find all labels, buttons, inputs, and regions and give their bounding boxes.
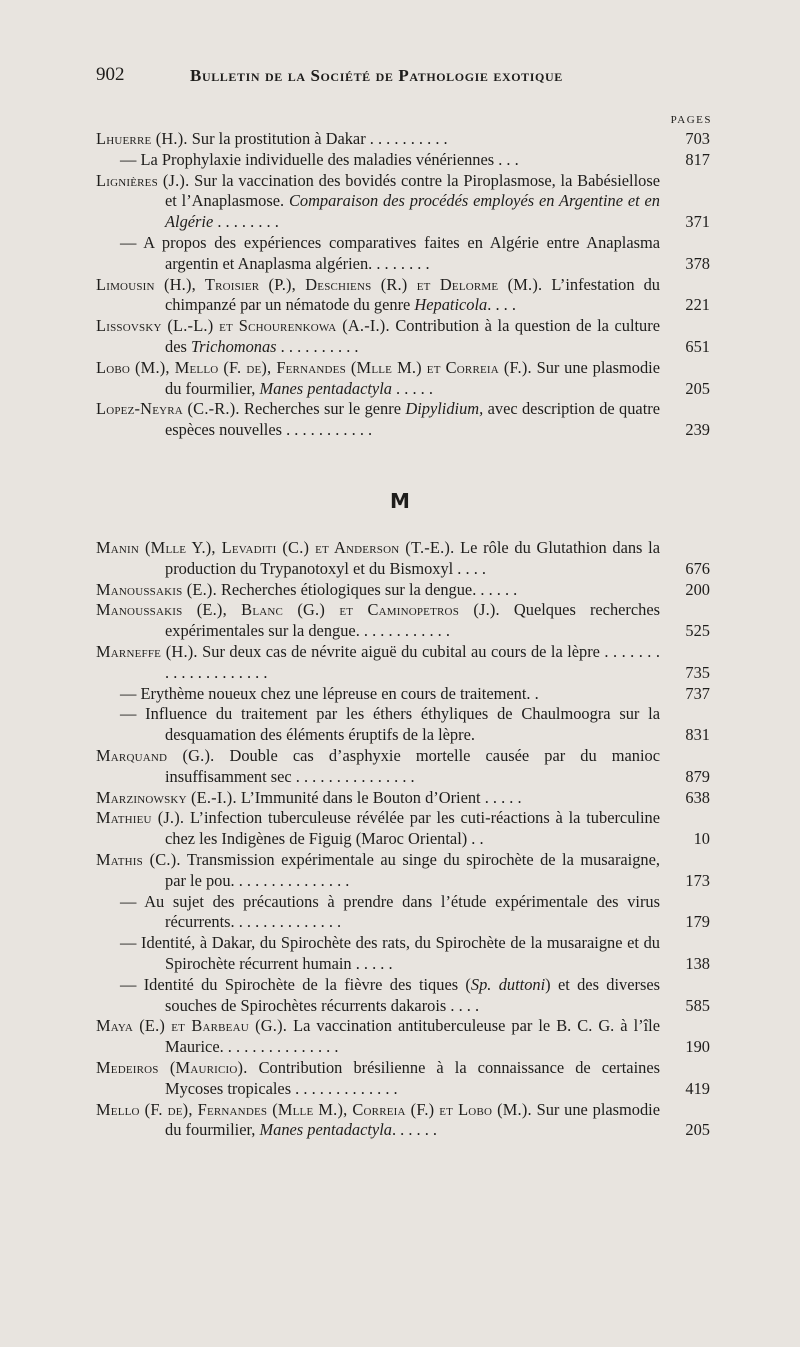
entry-page-number: 735 bbox=[685, 662, 710, 682]
entry-author: — bbox=[120, 891, 137, 911]
entry-author: Lignières (J.). bbox=[96, 170, 190, 190]
entry-author: — bbox=[120, 704, 137, 724]
entry-title: Identité du Spirochète de la fièvre des tiques ( bbox=[136, 974, 471, 994]
entry-title: Sur la vaccination des bovidés contre la Piroplasmose, la Babésiellose et l’Anaplasmose. bbox=[165, 170, 660, 211]
journal-title: Bulletin de la Société de Pathologie exotique bbox=[190, 66, 563, 85]
entry-author: Mello (F. de), Fernandes (Mlle M.), Correia (F.) et Lobo (M.). bbox=[96, 1099, 532, 1119]
entry-author: Manoussakis (E.), Blanc (G.) et Caminopetros (J.). bbox=[96, 600, 500, 620]
entry-title: Au sujet des précautions à prendre dans l’étude expérimentale des virus récurrents. . . . . . . . . . . . . . bbox=[136, 891, 660, 932]
entry-page-number: 205 bbox=[685, 1120, 710, 1140]
entry-page-number: 737 bbox=[685, 683, 710, 703]
section-letter: M bbox=[390, 489, 410, 513]
index-entry bbox=[96, 975, 710, 1017]
entry-page-number: 676 bbox=[685, 558, 710, 578]
entry-title: L’infection tuberculeuse révélée par les cuti-réactions à la tuberculine chez les Indigènes de Figuig (Maroc Oriental) . . bbox=[165, 808, 660, 849]
entry-title: Recherches étiologiques sur la dengue. . . . . . bbox=[216, 579, 518, 599]
entry-author: Manin (Mlle Y.), Levaditi (C.) et Anderson (T.-E.). bbox=[96, 538, 455, 557]
index-entry bbox=[96, 150, 710, 171]
entry-title: Sur une plasmodie du fourmilier, bbox=[165, 1099, 660, 1140]
entry-page-number: 831 bbox=[685, 725, 710, 745]
index-entry bbox=[96, 358, 710, 400]
entry-title: Sur la prostitution à Dakar . . . . . . . . . . bbox=[187, 129, 448, 148]
pages-column-label: PAGES bbox=[670, 114, 712, 126]
entry-page-number: 419 bbox=[685, 1078, 710, 1098]
index-entry bbox=[96, 933, 710, 975]
entry-author: Medeiros (Mauricio). bbox=[96, 1057, 248, 1077]
entry-author: Mathieu (J.). bbox=[96, 808, 185, 828]
index-entry bbox=[96, 580, 710, 601]
entry-page-number: 173 bbox=[685, 870, 710, 890]
index-entry bbox=[96, 1016, 710, 1058]
entry-page-number: 221 bbox=[685, 295, 710, 315]
entry-author: — bbox=[120, 232, 137, 252]
entry-title: Double cas d’asphyxie mortelle causée par du manioc insuffisamment sec . . . . . . . . . . . . . . . bbox=[165, 745, 660, 786]
entry-title-italic: Trichomonas bbox=[190, 336, 277, 356]
index-entry bbox=[96, 684, 710, 705]
entry-page-number: 239 bbox=[685, 420, 710, 440]
entry-title: La Prophylaxie individuelle des maladies vénériennes . . . bbox=[136, 149, 519, 169]
entry-author: — bbox=[120, 974, 137, 994]
entry-author: Manoussakis (E.). bbox=[96, 579, 217, 599]
entry-author: Lissovsky (L.-L.) et Schourenkowa (A.-I.). bbox=[96, 316, 390, 336]
entry-author: — bbox=[120, 683, 137, 703]
entry-title: Contribution à la question de la culture des bbox=[165, 316, 660, 356]
entry-author: Maya (E.) et Barbeau (G.). bbox=[96, 1016, 288, 1036]
entry-title: Influence du traitement par les éthers éthyliques de Chaulmoogra sur la desquamation des éléments éruptifs de la lèpre. bbox=[136, 704, 660, 745]
index-entry bbox=[96, 600, 710, 642]
entry-page-number: 817 bbox=[685, 149, 710, 169]
entry-page-number: 378 bbox=[685, 253, 710, 273]
entry-author: Lopez-Neyra (C.-R.). bbox=[96, 399, 240, 419]
entry-author: — bbox=[120, 149, 137, 169]
index-entry bbox=[96, 538, 710, 580]
index-entry bbox=[96, 129, 710, 150]
entry-title-end: . . . . . bbox=[391, 378, 433, 398]
entry-title: Sur une plasmodie du fourmilier, bbox=[165, 357, 660, 398]
entry-title: L’infestation du chimpanzé par un nématode du genre bbox=[165, 274, 660, 315]
index-entry bbox=[96, 808, 710, 850]
entry-page-number: 703 bbox=[685, 129, 710, 148]
entry-title-end: . . . . . . bbox=[391, 1120, 438, 1140]
running-header bbox=[96, 64, 716, 88]
index-entry bbox=[96, 746, 710, 788]
index-entry bbox=[96, 892, 710, 934]
index-entry bbox=[96, 788, 710, 809]
entry-author: Marquand (G.). bbox=[96, 745, 215, 765]
entry-page-number: 200 bbox=[685, 579, 710, 599]
index-entry bbox=[96, 171, 710, 233]
entry-author: Marzinowsky (E.-I.). bbox=[96, 787, 237, 807]
entry-page-number: 879 bbox=[685, 766, 710, 786]
entry-title-end: . . . . . . . . bbox=[213, 212, 279, 232]
entry-title: A propos des expériences comparatives faites en Algérie entre Anaplasma argentin et Anaplasma algérien. . . . . . . . bbox=[136, 232, 660, 273]
entry-author: Lobo (M.), Mello (F. de), Fernandes (Mlle M.) et Correia (F.). bbox=[96, 357, 532, 377]
entry-page-number: 10 bbox=[693, 829, 710, 849]
index-entry bbox=[96, 275, 710, 317]
entry-page-number: 638 bbox=[685, 787, 710, 807]
entry-title-italic: Hepaticola bbox=[414, 295, 488, 315]
entry-title-end: ) et des diverses souches de Spirochètes récurrents dakarois . . . . bbox=[165, 974, 660, 1015]
entry-title-end: . . . . . . . . . . bbox=[276, 336, 359, 356]
entry-title: L’Immunité dans le Bouton d’Orient . . . . . bbox=[236, 787, 522, 807]
entry-title: Sur deux cas de névrite aiguë du cubital au cours de la lèpre . . . . . . . . . . . . . . . . . . . . bbox=[165, 641, 660, 682]
entry-author: Limousin (H.), Troisier (P.), Deschiens (R.) et Delorme (M.). bbox=[96, 274, 543, 294]
index-entry bbox=[96, 399, 710, 441]
entry-page-number: 371 bbox=[685, 212, 710, 232]
index-entries-l bbox=[96, 129, 710, 441]
entry-title-end: . . . . bbox=[487, 295, 516, 315]
entry-title: Contribution brésilienne à la connaissance de certaines Mycoses tropicales . . . . . . . . . . . . . bbox=[165, 1057, 660, 1098]
entry-title: Le rôle du Glutathion dans la production du Trypanotoxyl et du Bismoxyl . . . . bbox=[165, 538, 661, 578]
entry-title: Quelques recherches expérimentales sur la dengue. . . . . . . . . . . . bbox=[165, 600, 661, 641]
entry-title-end: avec description de quatre espèces nouvelles . . . . . . . . . . . bbox=[165, 399, 660, 440]
entry-author: — bbox=[120, 933, 137, 953]
entry-title-italic: Sp. duttoni bbox=[470, 974, 546, 994]
entry-page-number: 651 bbox=[685, 336, 710, 356]
index-entry bbox=[96, 233, 710, 275]
entry-author: Marneffe (H.). bbox=[96, 641, 198, 661]
entry-page-number: 525 bbox=[685, 621, 710, 641]
entry-page-number: 205 bbox=[685, 378, 710, 398]
page-number: 902 bbox=[96, 64, 125, 85]
index-entry bbox=[96, 642, 710, 684]
entry-title-italic: Comparaison des procédés employés en Argentine et en Algérie bbox=[165, 191, 660, 232]
entry-author: Mathis (C.). bbox=[96, 849, 181, 869]
entry-title: Transmission expérimentale au singe du spirochète de la musaraigne, par le pou. . . . . . . . . . . . . . . bbox=[165, 849, 660, 890]
entry-title-italic: Manes pentadactyla bbox=[259, 1120, 392, 1140]
entry-author: Lhuerre (H.). bbox=[96, 129, 188, 148]
entry-title-italic: Dipylidium, bbox=[405, 399, 484, 419]
index-entries-m bbox=[96, 538, 710, 1141]
index-entry bbox=[96, 1058, 710, 1100]
index-entry bbox=[96, 850, 710, 892]
entry-page-number: 179 bbox=[685, 912, 710, 932]
index-entry bbox=[96, 704, 710, 746]
entry-page-number: 585 bbox=[685, 995, 710, 1015]
entry-page-number: 190 bbox=[685, 1037, 710, 1057]
entry-title: Erythème noueux chez une lépreuse en cours de traitement. . bbox=[136, 683, 539, 703]
entry-title: La vaccination antituberculeuse par le B. C. G. à l’île Maurice. . . . . . . . . . . . . . . bbox=[165, 1016, 660, 1057]
index-entry bbox=[96, 1100, 710, 1142]
entry-title: Identité, à Dakar, du Spirochète des rats, du Spirochète de la musaraigne et du Spirochète récurrent humain . . . . . bbox=[136, 933, 660, 973]
entry-page-number: 138 bbox=[685, 953, 710, 973]
entry-title-italic: Manes pentadactyla bbox=[259, 378, 392, 398]
entry-title: Recherches sur le genre bbox=[239, 399, 406, 419]
index-entry bbox=[96, 316, 710, 358]
